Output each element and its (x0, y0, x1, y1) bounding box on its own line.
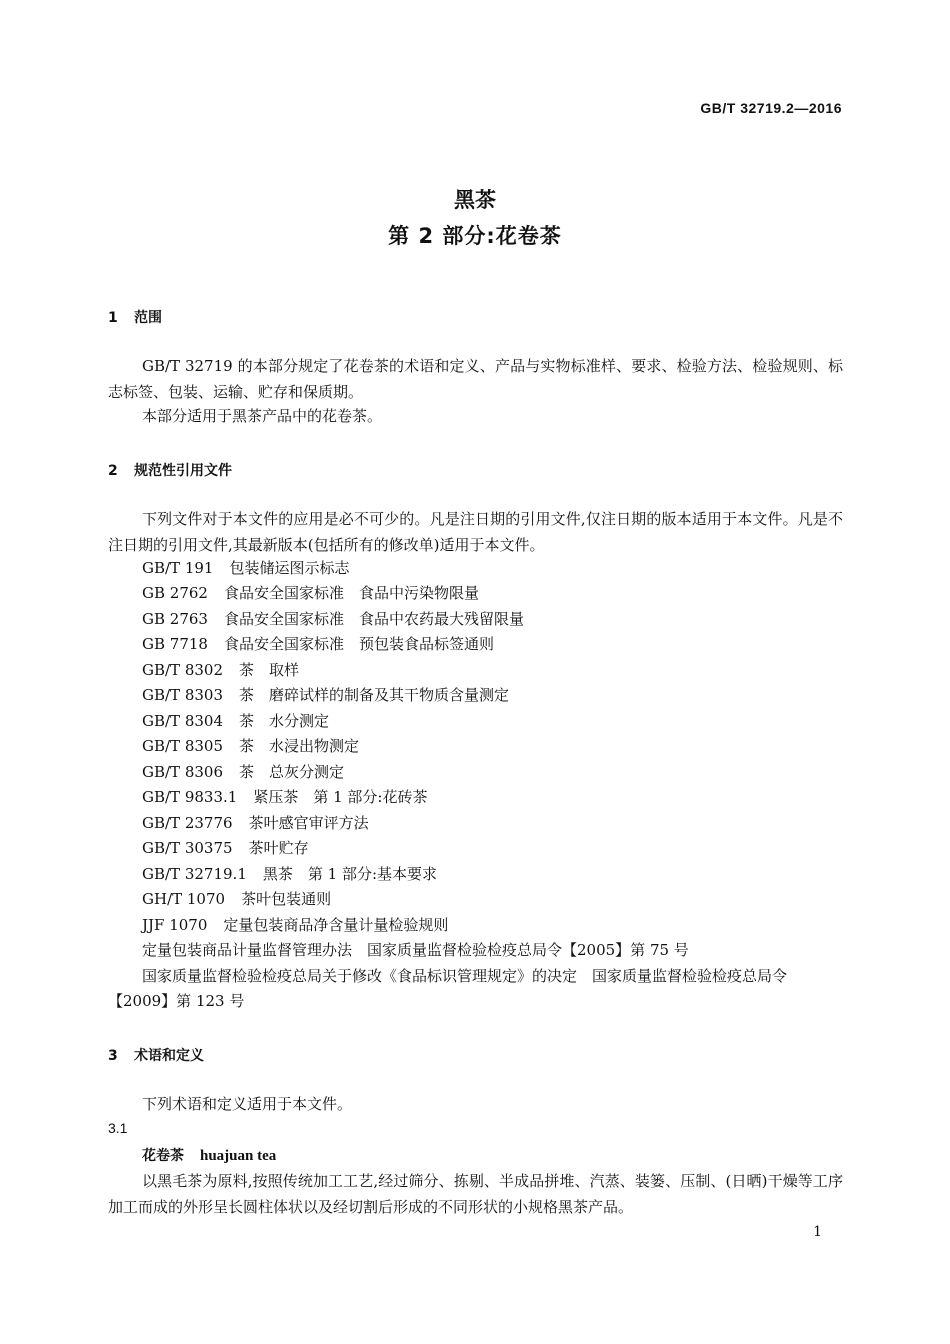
reference-title: 茶 磨碎试样的制备及其干物质含量测定 (239, 686, 510, 704)
term-number: 3.1 (108, 1120, 128, 1136)
section-title: 范围 (134, 310, 162, 326)
section-3-heading (108, 1045, 204, 1065)
reference-item (142, 659, 299, 680)
reference-code: GB/T 30375 (142, 839, 233, 857)
reference-item (142, 863, 437, 884)
reference-item (142, 684, 509, 705)
section-number: 2 (108, 463, 118, 479)
document-title: 黑茶 (454, 188, 496, 212)
term-chinese: 花卷茶 (142, 1148, 184, 1164)
reference-code: GB 7718 (142, 635, 208, 653)
term-definition: 以黑毛茶为原料,按照传统加工工艺,经过筛分、拣剔、半成品拼堆、汽蒸、装篓、压制、(日晒)干燥等工序加工而成的外形呈长圆柱体状以及经切割后形成的不同形状的小规格黑茶产品。 (108, 1172, 843, 1216)
reference-item (142, 608, 524, 629)
reference-title: 包装储运图示标志 (229, 559, 350, 577)
reference-code: GB/T 8306 (142, 763, 224, 781)
reference-title: 黑茶 第 1 部分:基本要求 (262, 865, 438, 883)
section-number: 3 (108, 1048, 118, 1064)
section-1-paragraph: GB/T 32719 的本部分规定了花卷茶的术语和定义、产品与实物标准样、要求、检验方法、检验规则、标志标签、包装、运输、贮存和保质期。 (108, 357, 843, 401)
reference-code: GB/T 8305 (142, 737, 224, 755)
reference-item-continuation: 【2009】第 123 号 (108, 992, 245, 1010)
reference-title: 茶叶包装通则 (241, 890, 332, 908)
reference-code: GB/T 8303 (142, 686, 224, 704)
section-title: 规范性引用文件 (134, 463, 232, 479)
reference-title: 茶 取样 (239, 661, 300, 679)
reference-title: 定量包装商品净含量计量检验规则 (223, 916, 449, 934)
reference-code: GB/T 23776 (142, 814, 233, 832)
reference-title: 食品安全国家标准 预包装食品标签通则 (223, 635, 494, 653)
reference-code: JJF 1070 (142, 916, 208, 934)
reference-item (142, 914, 448, 935)
section-1-applicability: 本部分适用于黑茶产品中的花卷茶。 (142, 407, 383, 425)
reference-title: 食品安全国家标准 食品中污染物限量 (223, 584, 479, 602)
reference-title: 食品安全国家标准 食品中农药最大残留限量 (223, 610, 524, 628)
section-2-intro: 下列文件对于本文件的应用是必不可少的。凡是注日期的引用文件,仅注日期的版本适用于本文件。凡是不注日期的引用文件,其最新版本(包括所有的修改单)适用于本文件。 (108, 510, 843, 554)
reference-code: GB/T 191 (142, 559, 214, 577)
reference-item (142, 837, 309, 858)
reference-item (142, 633, 494, 654)
page-number: 1 (813, 1224, 822, 1240)
reference-code: GB/T 32719.1 (142, 865, 247, 883)
reference-item (142, 786, 427, 807)
document-subtitle: 第 2 部分:花卷茶 (388, 224, 562, 248)
reference-item (142, 761, 344, 782)
section-2-heading (108, 460, 232, 480)
reference-code: GB/T 8302 (142, 661, 224, 679)
term-heading (142, 1145, 276, 1165)
reference-title: 茶叶感官审评方法 (248, 814, 369, 832)
reference-item (142, 582, 479, 603)
standard-number: GB/T 32719.2—2016 (700, 100, 842, 116)
reference-title: 紧压茶 第 1 部分:花砖茶 (253, 788, 428, 806)
reference-item (142, 557, 349, 578)
reference-title: 茶叶贮存 (248, 839, 309, 857)
reference-item (142, 888, 331, 909)
reference-item: 定量包装商品计量监督管理办法 国家质量监督检验检疫总局令【2005】第 75 号 (142, 941, 689, 959)
section-title: 术语和定义 (134, 1048, 204, 1064)
reference-code: GB/T 9833.1 (142, 788, 238, 806)
term-english: huajuan tea (200, 1148, 277, 1164)
reference-code: GB 2763 (142, 610, 208, 628)
reference-item (142, 735, 359, 756)
reference-code: GB/T 8304 (142, 712, 224, 730)
reference-code: GB 2762 (142, 584, 208, 602)
section-1-heading (108, 307, 162, 327)
reference-item (142, 710, 329, 731)
section-number: 1 (108, 310, 118, 326)
reference-title: 茶 总灰分测定 (239, 763, 345, 781)
reference-title: 茶 水分测定 (239, 712, 330, 730)
reference-title: 茶 水浸出物测定 (239, 737, 360, 755)
reference-item: 国家质量监督检验检疫总局关于修改《食品标识管理规定》的决定 国家质量监督检验检疫总局令 (142, 967, 788, 985)
section-3-intro: 下列术语和定义适用于本文件。 (142, 1095, 353, 1113)
reference-item (142, 812, 369, 833)
reference-code: GH/T 1070 (142, 890, 226, 908)
